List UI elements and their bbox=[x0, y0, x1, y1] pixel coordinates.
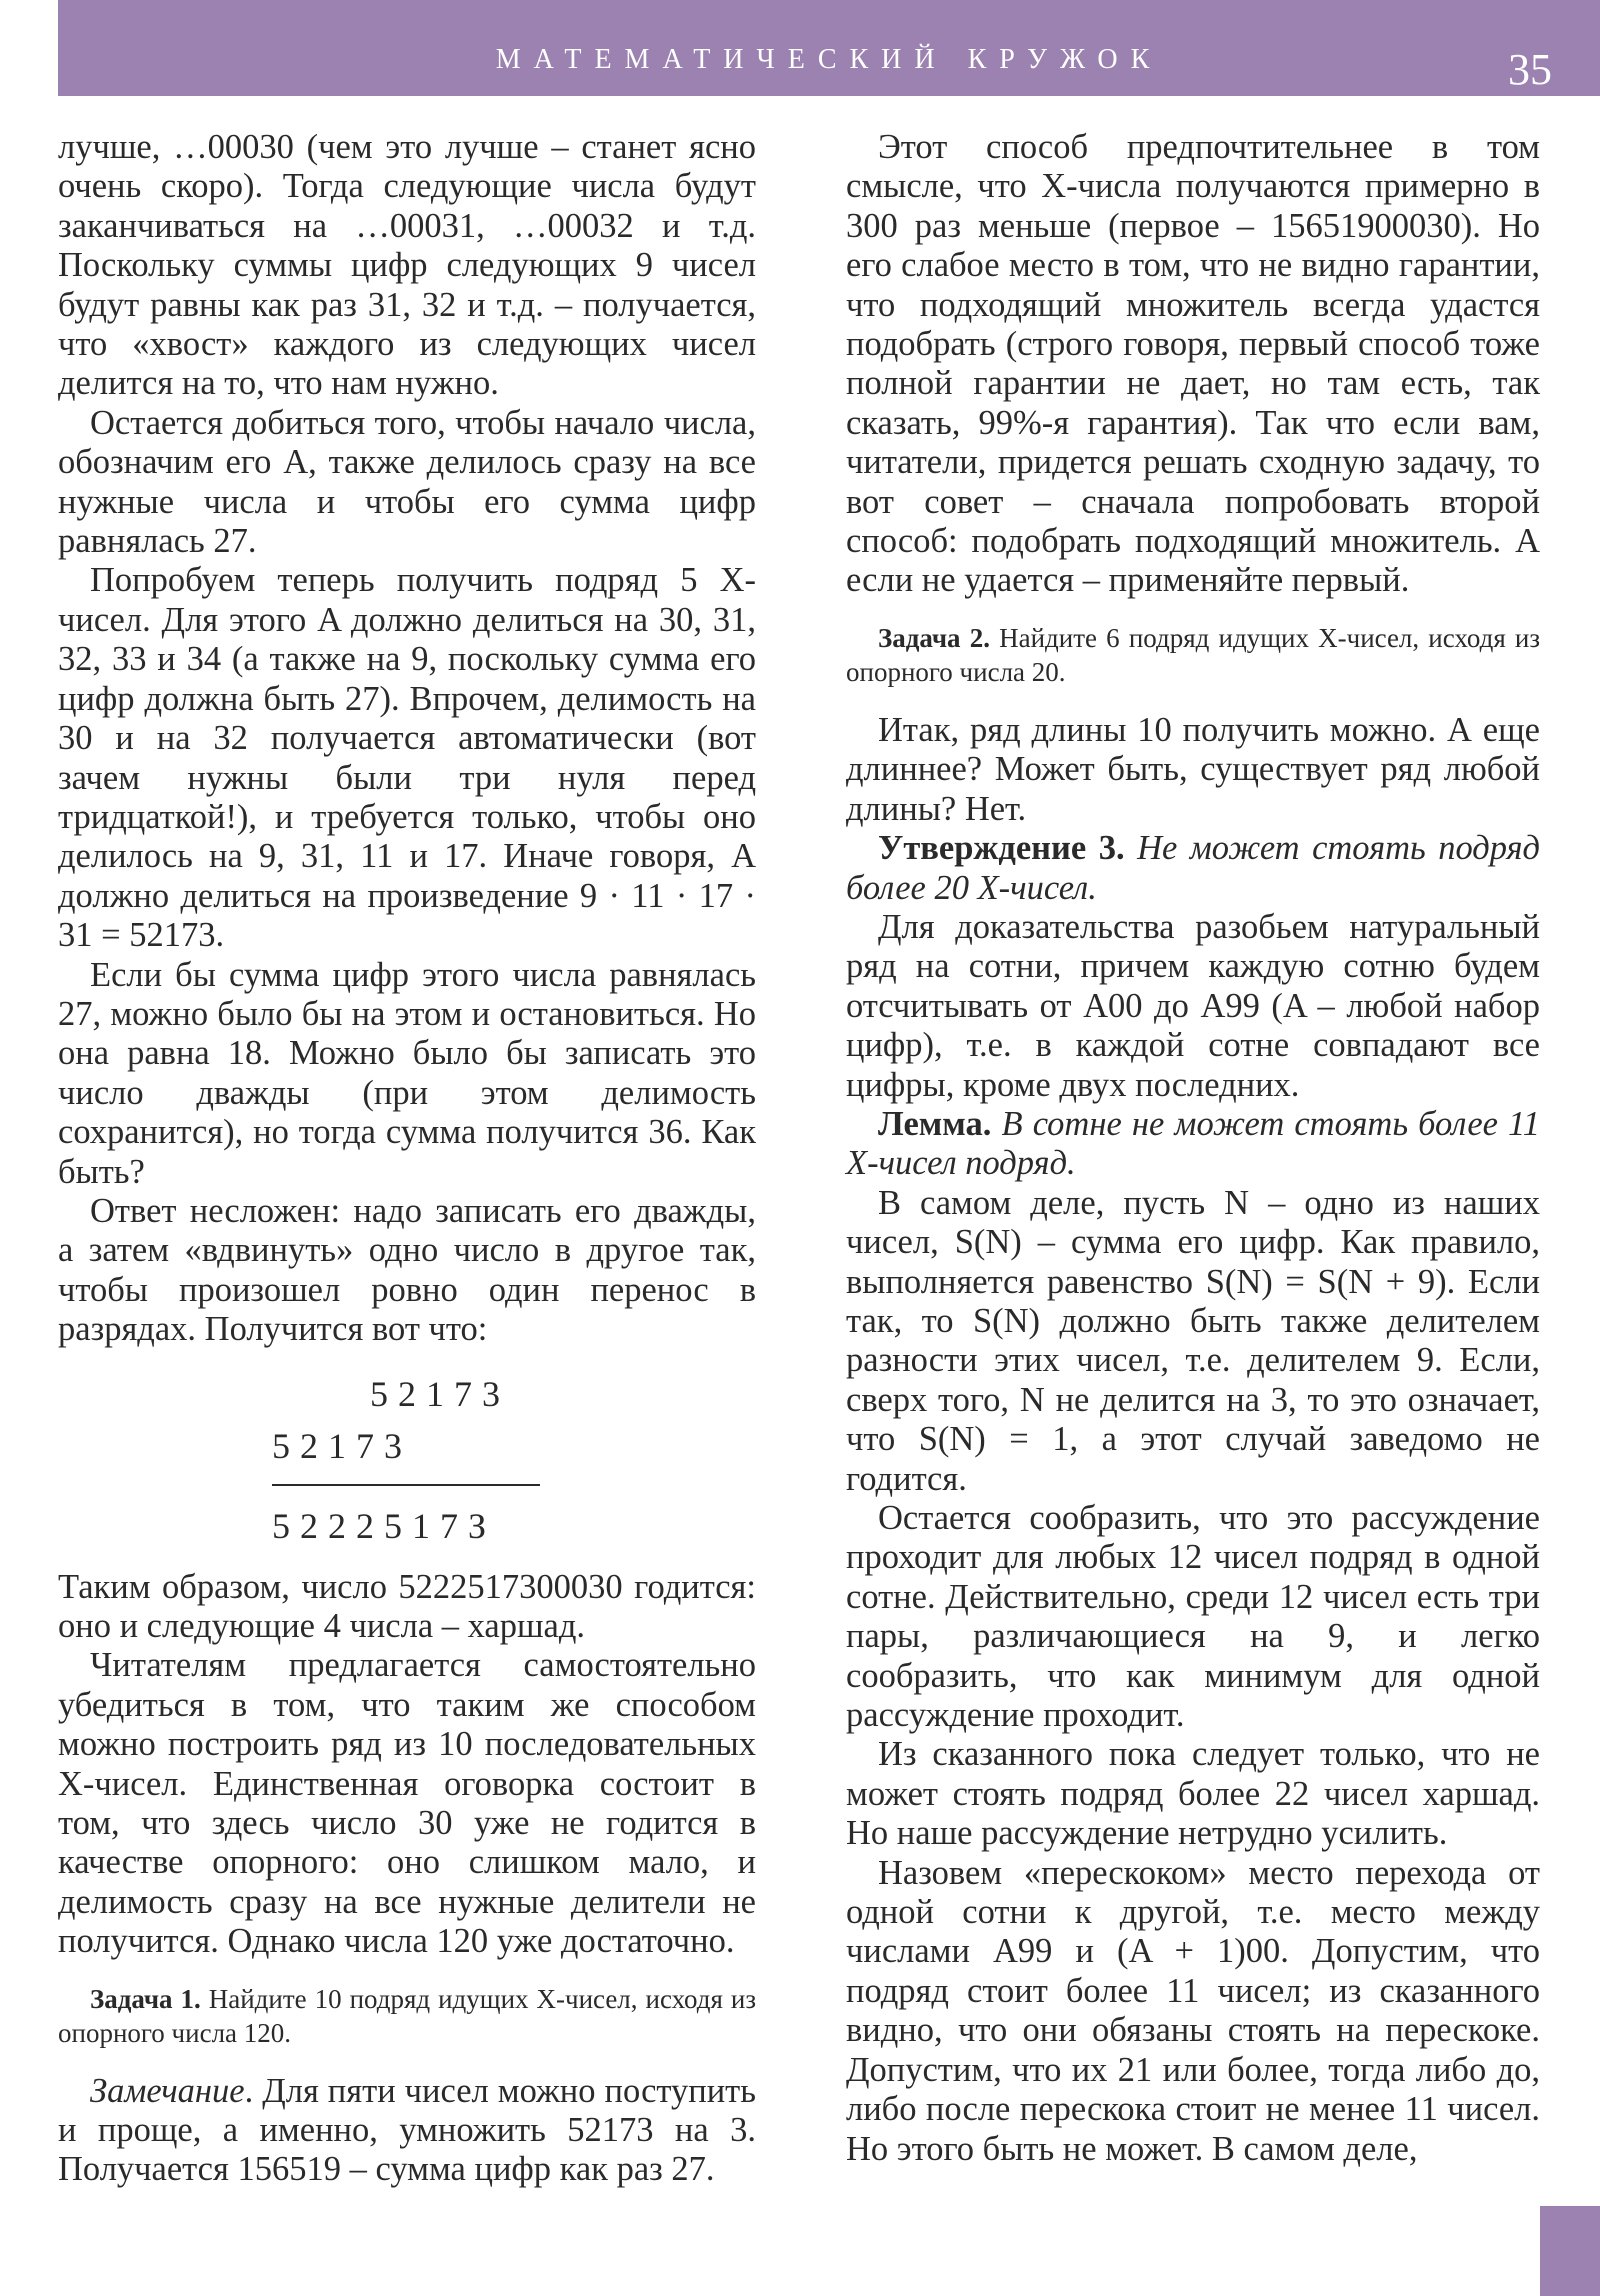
paragraph: Остается добиться того, чтобы начало числа, обозначим его A, также делилось сразу на все нужные числа и чтобы его сумма цифр равнялась 27. bbox=[58, 403, 756, 561]
paragraph: Читателям предлагается самостоятельно убедиться в том, что таким же способом можно построить ряд из 10 последовательных Х-чисел. Единственная оговорка состоит в том, что здесь число 30 уже не годится в качестве опорного: оно слишком мало, и делимость сразу на все нужные делители не получится. Однако числа 120 уже достаточно. bbox=[58, 1646, 756, 1961]
lemma-label: Лемма. bbox=[878, 1104, 992, 1143]
page-number: 35 bbox=[1508, 45, 1552, 94]
paragraph: В самом деле, пусть N – одно из наших чисел, S(N) – сумма его цифр. Как правило, выполняется равенство S(N) = S(N + 9). Если так, то S(N) должно быть также делителем разности этих чисел, т.е. делителем 9. Если, сверх того, N не делится на 3, то это означает, что S(N) = 1, а этот случай заведомо не годится. bbox=[846, 1183, 1540, 1498]
paragraph: Для доказательства разобьем натуральный ряд на сотни, причем каждую сотню будем отсчитывать от A00 до A99 (A – любой набор цифр), т.е. в каждой сотне совпадают все цифры, кроме двух последних. bbox=[846, 907, 1540, 1104]
task-1-label: Задача 1. bbox=[90, 1983, 201, 2014]
sum-rule bbox=[272, 1484, 540, 1486]
paragraph: Этот способ предпочтительнее в том смысле, что Х-числа получаются примерно в 300 раз меньше (первое – 15651900030). Но его слабое место в том, что не видно гарантии, что подходящий множитель всегда удастся подобрать (строго говоря, первый способ тоже полной гарантии не дает, но там есть, так сказать, 99%-я гарантия). Так что если вам, читатели, придется решать сходную задачу, то вот совет – сначала попробовать второй способ: подобрать подходящий множитель. А если не удается – применяйте первый. bbox=[846, 128, 1540, 600]
remark bbox=[58, 2072, 756, 2190]
corner-accent bbox=[1540, 2206, 1600, 2296]
remark-label: Замечание bbox=[90, 2071, 245, 2110]
paragraph: Назовем «перескоком» место перехода от одной сотни к другой, т.е. место между числами A99 и (A + 1)00. Допустим, что подряд стоит более 11 чисел; из сказанного видно, что они обязаны стоять на перескоке. Допустим, что их 21 или более, тогда либо до, либо после перескока стоит не менее 11 чисел. Но этого быть не может. В самом деле, bbox=[846, 1853, 1540, 2168]
paragraph: Если бы сумма цифр этого числа равнялась 27, можно было бы на этом и остановиться. Но она равна 18. Можно было бы записать это число дважды (при этом делимость сохранится), но тогда сумма получится 36. Как быть? bbox=[58, 955, 756, 1191]
task-1 bbox=[58, 1982, 756, 2050]
addend-shifted: 52173 bbox=[370, 1373, 510, 1414]
right-column bbox=[846, 128, 1540, 2169]
addition-scheme bbox=[58, 1368, 756, 1552]
task-2-label: Задача 2. bbox=[878, 622, 990, 653]
task-1-text: Найдите 10 подряд идущих Х-чисел, исходя из опорного числа 120. bbox=[58, 1983, 757, 2048]
lemma-text: В сотне не может стоять более 11 Х-чисел подряд. bbox=[846, 1104, 1540, 1183]
paragraph: Ответ несложен: надо записать его дважды, а затем «вдвинуть» одно число в другое так, чтобы произошел ровно один перенос в разрядах. Получится вот что: bbox=[58, 1191, 756, 1349]
paragraph: лучше, …00030 (чем это лучше – станет ясно очень скоро). Тогда следующие числа будут заканчиваться на …00031, …00032 и т.д. Поскольку суммы цифр следующих 9 чисел будут равны как раз 31, 32 и т.д. – получается, что «хвост» каждого из следующих чисел делится на то, что нам нужно. bbox=[58, 128, 756, 403]
addend: 52173 bbox=[272, 1425, 412, 1466]
paragraph: Остается сообразить, что это рассуждение проходит для любых 12 чисел подряд в одной сотне. Действительно, среди 12 чисел есть три пары, различающиеся на 9, и легко сообразить, что как минимум для одной рассуждение проходит. bbox=[846, 1499, 1540, 1735]
sum-result: 5222517З bbox=[272, 1505, 497, 1546]
claim-text: Не может стоять подряд более 20 Х-чисел. bbox=[846, 829, 1540, 907]
paragraph: Из сказанного пока следует только, что не может стоять подряд более 22 чисел харшад. Но наше рассуждение нетрудно усилить. bbox=[846, 1735, 1540, 1853]
paragraph: Попробуем теперь получить подряд 5 Х-чисел. Для этого A должно делиться на 30, 31, 32, 33 и 34 (а также на 9, поскольку сумма его цифр должна быть 27). Впрочем, делимость на 30 и на 32 получается автоматически (вот зачем нужны были три нуля перед тридцаткой!), и требуется только, чтобы оно делилось на 9, 31, 11 и 17. Иначе говоря, A должно делиться на произведение 9 · 11 · 17 · 31 = 52173. bbox=[58, 561, 756, 955]
paragraph: Итак, ряд длины 10 получить можно. А еще длиннее? Может быть, существует ряд любой длины? Нет. bbox=[846, 710, 1540, 828]
section-title: МАТЕМАТИЧЕСКИЙ КРУЖОК bbox=[495, 44, 1163, 75]
remark-text: . Для пяти чисел можно поступить и проще, а именно, умножить 52173 на 3. Получается 156519 – сумма цифр как раз 27. bbox=[58, 2071, 756, 2189]
claim-3 bbox=[846, 829, 1540, 908]
header-band bbox=[58, 0, 1600, 96]
task-2-text: Найдите 6 подряд идущих Х-чисел, исходя из опорного числа 20. bbox=[846, 622, 1541, 687]
task-2 bbox=[846, 621, 1540, 689]
left-column bbox=[58, 128, 756, 2190]
claim-label: Утверждение 3. bbox=[878, 829, 1125, 868]
paragraph: Таким образом, число 5222517300030 годится: оно и следующие 4 числа – харшад. bbox=[58, 1567, 756, 1645]
lemma bbox=[846, 1105, 1540, 1184]
